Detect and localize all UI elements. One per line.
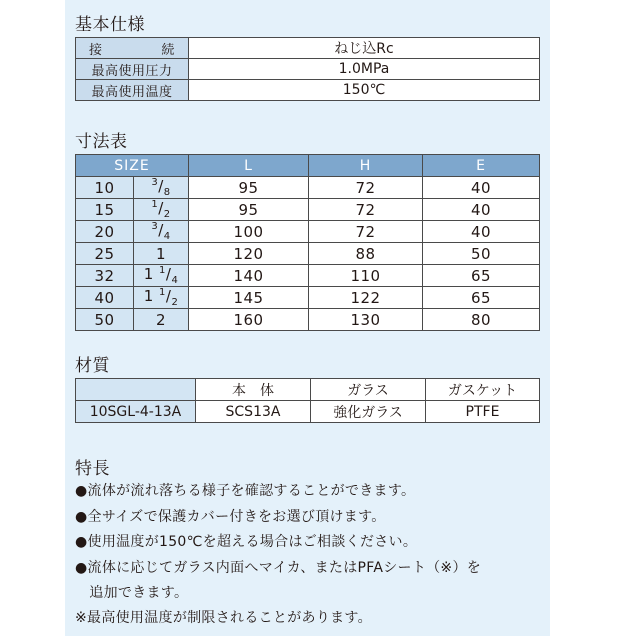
size-mm: 15 bbox=[76, 199, 134, 221]
material-header-row bbox=[76, 379, 540, 401]
material-corner-cell bbox=[76, 379, 196, 401]
dimension-h: 122 bbox=[309, 287, 423, 309]
dimension-h: 72 bbox=[309, 221, 423, 243]
dimension-e: 65 bbox=[423, 265, 540, 287]
inch-numerator: 3 bbox=[151, 177, 159, 188]
dimension-h: 88 bbox=[309, 243, 423, 265]
dimension-l: 95 bbox=[189, 177, 309, 199]
inch-denominator: 8 bbox=[163, 187, 171, 198]
basic-spec-table bbox=[75, 37, 540, 101]
material-header: ガラス bbox=[311, 379, 426, 401]
feature-item: ●流体が流れ落ちる様子を確認することができます。 bbox=[75, 483, 416, 499]
spec-value: 1.0MPa bbox=[189, 59, 540, 80]
size-inch bbox=[134, 177, 189, 199]
size-inch bbox=[134, 287, 189, 309]
dimension-l: 120 bbox=[189, 243, 309, 265]
inch-whole: 2 bbox=[155, 310, 167, 329]
inch-denominator: 2 bbox=[171, 297, 179, 308]
spec-row bbox=[76, 38, 540, 59]
feature-item: ●流体に応じてガラス内面へマイカ、またはPFAシート（※）を bbox=[75, 560, 482, 576]
spec-label: 最高使用温度 bbox=[76, 80, 189, 101]
inch-whole: 1 bbox=[155, 244, 167, 263]
size-inch bbox=[134, 243, 189, 265]
dimensions-heading: 寸法表 bbox=[75, 132, 128, 152]
spec-value: ねじ込Rc bbox=[189, 38, 540, 59]
dimension-h: 130 bbox=[309, 309, 423, 331]
dimension-l: 100 bbox=[189, 221, 309, 243]
size-inch bbox=[134, 309, 189, 331]
fraction-slash: / bbox=[158, 199, 164, 217]
dimension-row bbox=[76, 221, 540, 243]
spec-label: 接 続 bbox=[76, 38, 189, 59]
material-value: 強化ガラス bbox=[311, 401, 426, 423]
dimension-row bbox=[76, 243, 540, 265]
fraction-slash: / bbox=[158, 221, 164, 239]
fraction-slash: / bbox=[165, 287, 172, 305]
dimensions-body bbox=[76, 177, 540, 331]
dimension-l: 160 bbox=[189, 309, 309, 331]
size-inch bbox=[134, 199, 189, 221]
dimension-l: 95 bbox=[189, 199, 309, 221]
material-row bbox=[76, 401, 540, 423]
dimension-row bbox=[76, 287, 540, 309]
spec-value: 150℃ bbox=[189, 80, 540, 101]
material-header: 本 体 bbox=[196, 379, 311, 401]
l-header: L bbox=[189, 155, 309, 177]
dimensions-table bbox=[75, 154, 540, 331]
dimension-e: 50 bbox=[423, 243, 540, 265]
material-value: SCS13A bbox=[196, 401, 311, 423]
features-heading: 特長 bbox=[75, 459, 110, 479]
fraction-slash: / bbox=[158, 177, 164, 195]
inch-denominator: 4 bbox=[163, 231, 171, 242]
material-heading: 材質 bbox=[75, 356, 110, 376]
material-header: ガスケット bbox=[426, 379, 540, 401]
feature-item: ●使用温度が150℃を超える場合はご相談ください。 bbox=[75, 534, 418, 550]
model-code: 10SGL-4-13A bbox=[76, 401, 196, 423]
inch-numerator: 1 bbox=[151, 199, 159, 210]
dimension-l: 145 bbox=[189, 287, 309, 309]
dimension-e: 80 bbox=[423, 309, 540, 331]
basic-spec-heading: 基本仕様 bbox=[75, 15, 145, 35]
dimension-e: 40 bbox=[423, 221, 540, 243]
dimension-e: 40 bbox=[423, 199, 540, 221]
material-value: PTFE bbox=[426, 401, 540, 423]
spec-row bbox=[76, 80, 540, 101]
size-inch bbox=[134, 221, 189, 243]
dimension-h: 110 bbox=[309, 265, 423, 287]
size-mm: 50 bbox=[76, 309, 134, 331]
dimension-h: 72 bbox=[309, 199, 423, 221]
size-header: SIZE bbox=[76, 155, 189, 177]
inch-whole: 1 bbox=[143, 287, 154, 305]
h-header: H bbox=[309, 155, 423, 177]
inch-numerator: 1 bbox=[159, 287, 166, 298]
inch-numerator: 1 bbox=[159, 265, 166, 276]
dimension-l: 140 bbox=[189, 265, 309, 287]
size-mm: 25 bbox=[76, 243, 134, 265]
dimension-e: 65 bbox=[423, 287, 540, 309]
inch-denominator: 2 bbox=[163, 209, 171, 220]
size-mm: 40 bbox=[76, 287, 134, 309]
spec-label: 最高使用圧力 bbox=[76, 59, 189, 80]
dimension-row bbox=[76, 309, 540, 331]
dimensions-header-row bbox=[76, 155, 540, 177]
dimension-row bbox=[76, 199, 540, 221]
inch-denominator: 4 bbox=[171, 275, 179, 286]
size-inch bbox=[134, 265, 189, 287]
feature-item: 追加できます。 bbox=[75, 585, 189, 601]
feature-item: ●全サイズで保護カバー付きをお選び頂けます。 bbox=[75, 509, 386, 525]
spec-row bbox=[76, 59, 540, 80]
size-mm: 32 bbox=[76, 265, 134, 287]
size-mm: 10 bbox=[76, 177, 134, 199]
e-header: E bbox=[423, 155, 540, 177]
dimension-row bbox=[76, 265, 540, 287]
inch-numerator: 3 bbox=[151, 221, 159, 232]
size-mm: 20 bbox=[76, 221, 134, 243]
fraction-slash: / bbox=[165, 265, 172, 283]
inch-whole: 1 bbox=[143, 265, 154, 283]
dimension-h: 72 bbox=[309, 177, 423, 199]
dimension-row bbox=[76, 177, 540, 199]
dimension-e: 40 bbox=[423, 177, 540, 199]
material-table bbox=[75, 378, 540, 423]
feature-note: ※最高使用温度が制限されることがあります。 bbox=[75, 610, 372, 626]
